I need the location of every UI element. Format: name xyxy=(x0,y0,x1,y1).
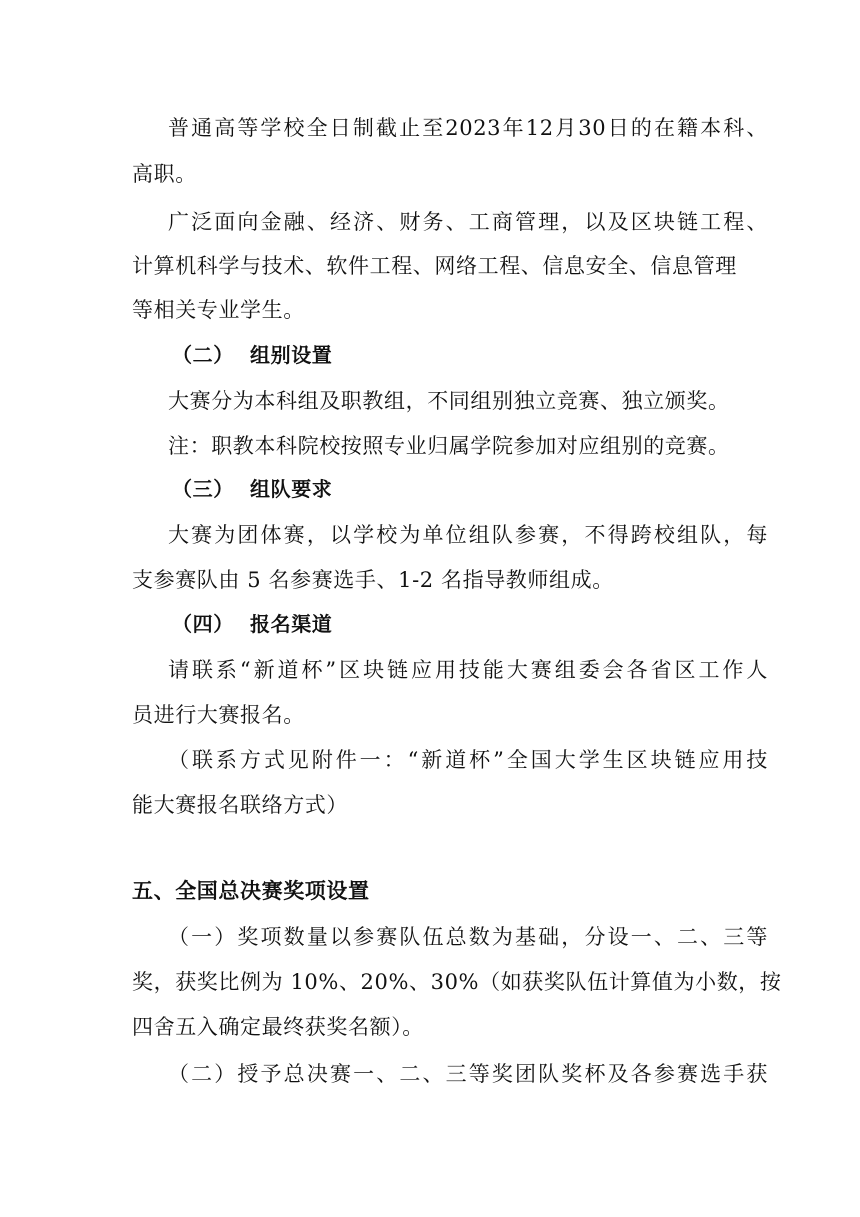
paragraph-line: 普通高等学校全日制截止至2023年12月30日的在籍本科、 xyxy=(168,116,768,140)
paragraph-line: 四舍五入确定最终获奖名额）。 xyxy=(132,1015,424,1039)
subheading-title: 报名渠道 xyxy=(250,612,333,636)
subheading-number: （二） xyxy=(172,343,234,367)
paragraph-line: 注：职教本科院校按照专业归属学院参加对应组别的竞赛。 xyxy=(168,434,730,458)
paragraph-line: （联系方式见附件一：“新道杯”全国大学生区块链应用技 xyxy=(168,748,768,772)
paragraph-line: （二）授予总决赛一、二、三等奖团队奖杯及各参赛选手获 xyxy=(168,1062,768,1086)
subheading-team-requirements xyxy=(172,474,772,504)
paragraph-line: 大赛为团体赛，以学校为单位组队参赛，不得跨校组队，每 xyxy=(168,523,768,547)
subheading-title: 组队要求 xyxy=(250,477,333,501)
paragraph-line: 高职。 xyxy=(132,162,197,186)
subheading-group-setup xyxy=(172,340,772,370)
paragraph-line: 支参赛队由 5 名参赛选手、1-2 名指导教师组成。 xyxy=(132,568,614,592)
subheading-title: 组别设置 xyxy=(250,343,333,367)
paragraph-line: 大赛分为本科组及职教组，不同组别独立竞赛、独立颁奖。 xyxy=(168,389,730,413)
paragraph-line: 员进行大赛报名。 xyxy=(132,703,305,727)
paragraph-line: 请联系“新道杯”区块链应用技能大赛组委会各省区工作人 xyxy=(168,658,768,682)
section-heading: 五、全国总决赛奖项设置 xyxy=(132,879,370,903)
paragraph-line: 计算机科学与技术、软件工程、网络工程、信息安全、信息管理 xyxy=(132,254,737,278)
subheading-registration-channel xyxy=(172,609,772,639)
paragraph-line: 广泛面向金融、经济、财务、工商管理，以及区块链工程、 xyxy=(168,210,768,234)
paragraph-line: 奖，获奖比例为 10%、20%、30%（如获奖队伍计算值为小数，按 xyxy=(132,970,782,994)
subheading-number: （四） xyxy=(172,612,234,636)
paragraph-line: （一）奖项数量以参赛队伍总数为基础，分设一、二、三等 xyxy=(168,925,768,949)
paragraph-line: 等相关专业学生。 xyxy=(132,298,305,322)
subheading-number: （三） xyxy=(172,477,234,501)
paragraph-line: 能大赛报名联络方式） xyxy=(132,793,348,817)
